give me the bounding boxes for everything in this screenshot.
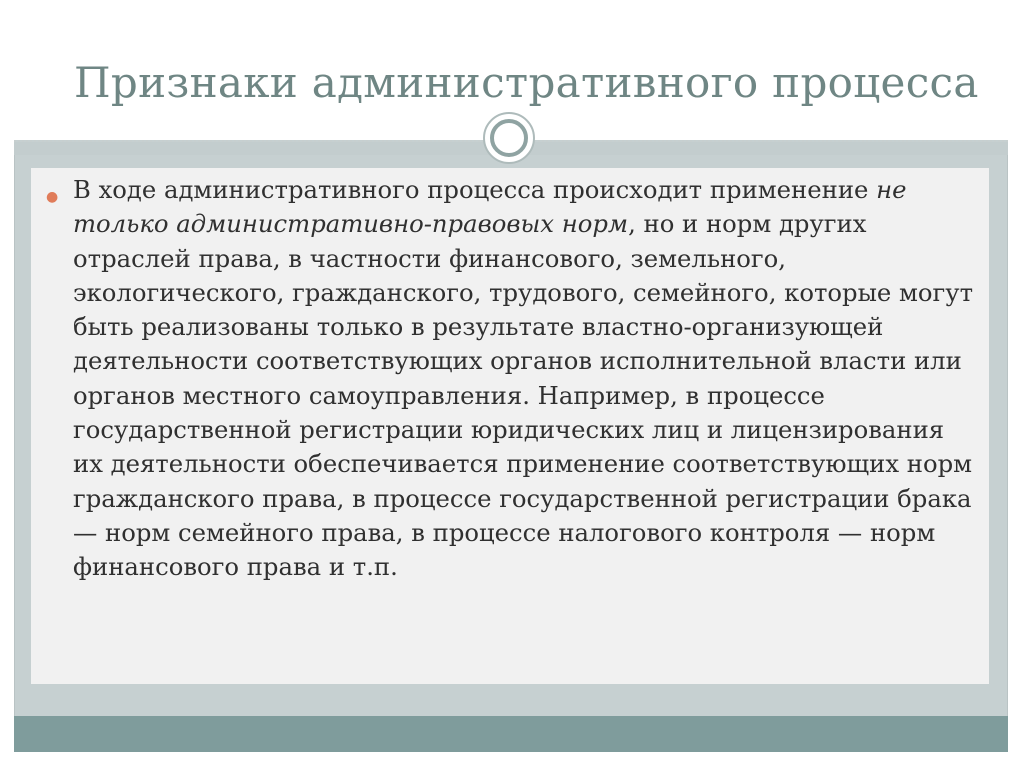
bullet-dot-icon: ● xyxy=(46,189,59,205)
bullet-text-part1: В ходе административного процесса происходит применение xyxy=(73,175,877,204)
slide-title: Признаки административного процесса xyxy=(74,58,979,107)
bullet-text-part2: , но и норм других отраслей права, в частности финансового, земельного, экологического, гражданского, трудового, семейного, которые могут быть реализованы только в результате властно-организующей деятельности соответствующих органов исполнительной власти или органов местного самоуправления. Например, в процессе государственной регистрации юридических лиц и лицензирования их деятельности обеспечивается применение соответствующих норм гражданского права, в процессе государственной регистрации брака — норм семейного права, в процессе налогового контроля — норм финансового права и т.п. xyxy=(73,209,974,582)
footer-bar xyxy=(14,716,1008,752)
bullet-text-italic: не только административно-правовых норм xyxy=(73,175,907,239)
bullet-text xyxy=(73,173,978,585)
ring-ornament-icon xyxy=(483,112,535,164)
